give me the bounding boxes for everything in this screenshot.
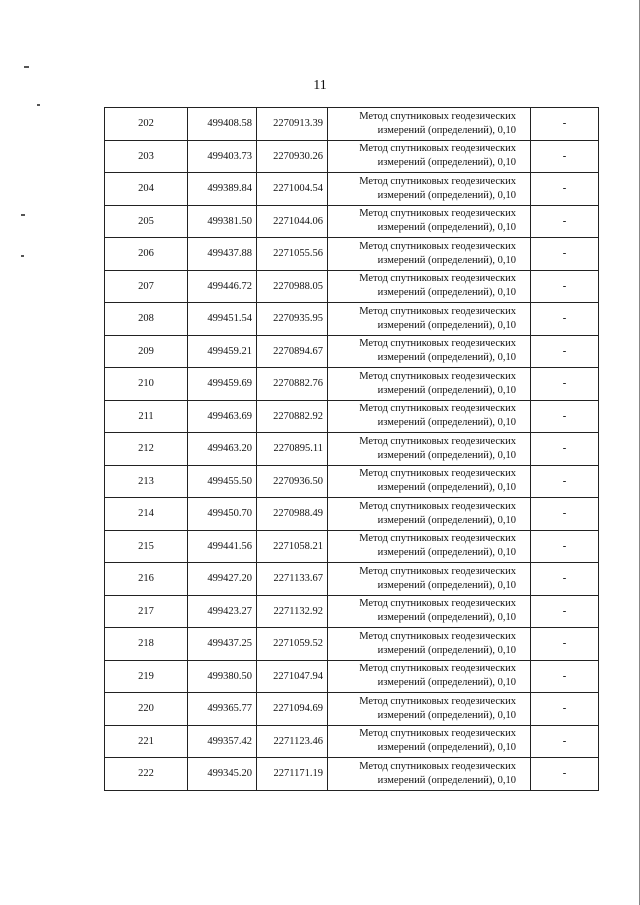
method-line-1: Метод спутниковых геодезических <box>359 695 516 707</box>
description-cell: - <box>531 173 599 206</box>
y-coordinate-cell: 2271132.92 <box>257 595 328 628</box>
y-coordinate-cell: 2270936.50 <box>257 465 328 498</box>
description-cell: - <box>531 465 599 498</box>
method-cell <box>328 108 531 141</box>
method-line-1: Метод спутниковых геодезических <box>359 175 516 187</box>
point-number-cell: 217 <box>105 595 188 628</box>
method-cell <box>328 335 531 368</box>
method-line-1: Метод спутниковых геодезических <box>359 435 516 447</box>
y-coordinate-cell: 2271059.52 <box>257 628 328 661</box>
description-cell: - <box>531 108 599 141</box>
method-line-2: измерений (определений), 0,10 <box>377 579 516 591</box>
description-cell: - <box>531 270 599 303</box>
point-number-cell: 208 <box>105 303 188 336</box>
method-line-2: измерений (определений), 0,10 <box>377 644 516 656</box>
method-cell <box>328 173 531 206</box>
x-coordinate-cell: 499380.50 <box>188 660 257 693</box>
point-number-cell: 218 <box>105 628 188 661</box>
y-coordinate-cell: 2271123.46 <box>257 725 328 758</box>
method-line-2: измерений (определений), 0,10 <box>377 222 516 234</box>
table-body <box>105 108 599 791</box>
table-row <box>105 238 599 271</box>
table-row <box>105 563 599 596</box>
x-coordinate-cell: 499441.56 <box>188 530 257 563</box>
table-row <box>105 368 599 401</box>
table-row <box>105 465 599 498</box>
description-cell: - <box>531 303 599 336</box>
method-line-1: Метод спутниковых геодезических <box>359 468 516 480</box>
description-cell: - <box>531 563 599 596</box>
method-cell <box>328 400 531 433</box>
x-coordinate-cell: 499381.50 <box>188 205 257 238</box>
method-cell <box>328 563 531 596</box>
method-line-1: Метод спутниковых геодезических <box>359 403 516 415</box>
table-row <box>105 108 599 141</box>
method-line-2: измерений (определений), 0,10 <box>377 742 516 754</box>
method-cell <box>328 530 531 563</box>
x-coordinate-cell: 499365.77 <box>188 693 257 726</box>
point-number-cell: 213 <box>105 465 188 498</box>
description-cell: - <box>531 433 599 466</box>
table-row <box>105 530 599 563</box>
x-coordinate-cell: 499459.21 <box>188 335 257 368</box>
y-coordinate-cell: 2270882.92 <box>257 400 328 433</box>
method-line-2: измерений (определений), 0,10 <box>377 709 516 721</box>
scan-mark <box>21 255 24 257</box>
table-row <box>105 498 599 531</box>
method-cell <box>328 595 531 628</box>
table-row <box>105 595 599 628</box>
scan-mark <box>37 104 40 106</box>
x-coordinate-cell: 499403.73 <box>188 140 257 173</box>
method-line-1: Метод спутниковых геодезических <box>359 240 516 252</box>
x-coordinate-cell: 499450.70 <box>188 498 257 531</box>
method-line-1: Метод спутниковых геодезических <box>359 663 516 675</box>
x-coordinate-cell: 499463.20 <box>188 433 257 466</box>
scan-mark <box>21 214 25 216</box>
description-cell: - <box>531 693 599 726</box>
x-coordinate-cell: 499345.20 <box>188 758 257 791</box>
point-number-cell: 221 <box>105 725 188 758</box>
point-number-cell: 210 <box>105 368 188 401</box>
point-number-cell: 212 <box>105 433 188 466</box>
method-line-2: измерений (определений), 0,10 <box>377 449 516 461</box>
table-row <box>105 660 599 693</box>
point-number-cell: 206 <box>105 238 188 271</box>
method-line-1: Метод спутниковых геодезических <box>359 143 516 155</box>
method-line-1: Метод спутниковых геодезических <box>359 598 516 610</box>
method-cell <box>328 660 531 693</box>
method-line-1: Метод спутниковых геодезических <box>359 533 516 545</box>
x-coordinate-cell: 499357.42 <box>188 725 257 758</box>
method-cell <box>328 238 531 271</box>
table-row <box>105 628 599 661</box>
y-coordinate-cell: 2270913.39 <box>257 108 328 141</box>
x-coordinate-cell: 499437.88 <box>188 238 257 271</box>
description-cell: - <box>531 238 599 271</box>
method-line-2: измерений (определений), 0,10 <box>377 417 516 429</box>
table-row <box>105 140 599 173</box>
table-row <box>105 270 599 303</box>
point-number-cell: 220 <box>105 693 188 726</box>
method-line-2: измерений (определений), 0,10 <box>377 352 516 364</box>
method-cell <box>328 270 531 303</box>
y-coordinate-cell: 2270930.26 <box>257 140 328 173</box>
method-cell <box>328 693 531 726</box>
x-coordinate-cell: 499455.50 <box>188 465 257 498</box>
y-coordinate-cell: 2270988.49 <box>257 498 328 531</box>
description-cell: - <box>531 628 599 661</box>
point-number-cell: 214 <box>105 498 188 531</box>
y-coordinate-cell: 2271044.06 <box>257 205 328 238</box>
method-cell <box>328 205 531 238</box>
method-line-1: Метод спутниковых геодезических <box>359 110 516 122</box>
coordinates-table <box>104 107 599 791</box>
y-coordinate-cell: 2270988.05 <box>257 270 328 303</box>
description-cell: - <box>531 758 599 791</box>
description-cell: - <box>531 498 599 531</box>
x-coordinate-cell: 499389.84 <box>188 173 257 206</box>
x-coordinate-cell: 499408.58 <box>188 108 257 141</box>
point-number-cell: 216 <box>105 563 188 596</box>
method-line-2: измерений (определений), 0,10 <box>377 547 516 559</box>
point-number-cell: 222 <box>105 758 188 791</box>
y-coordinate-cell: 2271133.67 <box>257 563 328 596</box>
y-coordinate-cell: 2271058.21 <box>257 530 328 563</box>
y-coordinate-cell: 2271004.54 <box>257 173 328 206</box>
method-line-2: измерений (определений), 0,10 <box>377 612 516 624</box>
method-line-2: измерений (определений), 0,10 <box>377 157 516 169</box>
table-row <box>105 758 599 791</box>
x-coordinate-cell: 499459.69 <box>188 368 257 401</box>
method-line-1: Метод спутниковых геодезических <box>359 500 516 512</box>
method-line-1: Метод спутниковых геодезических <box>359 760 516 772</box>
method-line-2: измерений (определений), 0,10 <box>377 482 516 494</box>
method-line-2: измерений (определений), 0,10 <box>377 514 516 526</box>
y-coordinate-cell: 2270894.67 <box>257 335 328 368</box>
x-coordinate-cell: 499451.54 <box>188 303 257 336</box>
y-coordinate-cell: 2271094.69 <box>257 693 328 726</box>
method-line-2: измерений (определений), 0,10 <box>377 677 516 689</box>
description-cell: - <box>531 660 599 693</box>
table-row <box>105 205 599 238</box>
x-coordinate-cell: 499463.69 <box>188 400 257 433</box>
method-cell <box>328 465 531 498</box>
y-coordinate-cell: 2271047.94 <box>257 660 328 693</box>
point-number-cell: 209 <box>105 335 188 368</box>
y-coordinate-cell: 2270882.76 <box>257 368 328 401</box>
point-number-cell: 204 <box>105 173 188 206</box>
y-coordinate-cell: 2270895.11 <box>257 433 328 466</box>
y-coordinate-cell: 2270935.95 <box>257 303 328 336</box>
point-number-cell: 205 <box>105 205 188 238</box>
point-number-cell: 207 <box>105 270 188 303</box>
table-row <box>105 725 599 758</box>
y-coordinate-cell: 2271171.19 <box>257 758 328 791</box>
description-cell: - <box>531 205 599 238</box>
table-row <box>105 303 599 336</box>
table-row <box>105 693 599 726</box>
method-line-2: измерений (определений), 0,10 <box>377 384 516 396</box>
method-line-2: измерений (определений), 0,10 <box>377 124 516 136</box>
description-cell: - <box>531 530 599 563</box>
method-cell <box>328 368 531 401</box>
method-cell <box>328 140 531 173</box>
method-line-1: Метод спутниковых геодезических <box>359 338 516 350</box>
point-number-cell: 211 <box>105 400 188 433</box>
method-line-1: Метод спутниковых геодезических <box>359 305 516 317</box>
method-line-1: Метод спутниковых геодезических <box>359 565 516 577</box>
method-line-2: измерений (определений), 0,10 <box>377 287 516 299</box>
method-line-1: Метод спутниковых геодезических <box>359 273 516 285</box>
x-coordinate-cell: 499427.20 <box>188 563 257 596</box>
description-cell: - <box>531 140 599 173</box>
point-number-cell: 202 <box>105 108 188 141</box>
method-cell <box>328 498 531 531</box>
x-coordinate-cell: 499437.25 <box>188 628 257 661</box>
method-line-1: Метод спутниковых геодезических <box>359 370 516 382</box>
x-coordinate-cell: 499446.72 <box>188 270 257 303</box>
method-cell <box>328 433 531 466</box>
point-number-cell: 203 <box>105 140 188 173</box>
method-line-2: измерений (определений), 0,10 <box>377 319 516 331</box>
method-line-2: измерений (определений), 0,10 <box>377 254 516 266</box>
description-cell: - <box>531 725 599 758</box>
method-line-2: измерений (определений), 0,10 <box>377 774 516 786</box>
method-cell <box>328 628 531 661</box>
method-cell <box>328 758 531 791</box>
point-number-cell: 219 <box>105 660 188 693</box>
method-cell <box>328 725 531 758</box>
table-row <box>105 335 599 368</box>
description-cell: - <box>531 335 599 368</box>
method-line-1: Метод спутниковых геодезических <box>359 208 516 220</box>
method-line-2: измерений (определений), 0,10 <box>377 189 516 201</box>
description-cell: - <box>531 400 599 433</box>
page-number: 11 <box>313 78 327 93</box>
method-line-1: Метод спутниковых геодезических <box>359 728 516 740</box>
point-number-cell: 215 <box>105 530 188 563</box>
method-line-1: Метод спутниковых геодезических <box>359 630 516 642</box>
table-row <box>105 173 599 206</box>
table-row <box>105 433 599 466</box>
x-coordinate-cell: 499423.27 <box>188 595 257 628</box>
method-cell <box>328 303 531 336</box>
y-coordinate-cell: 2271055.56 <box>257 238 328 271</box>
description-cell: - <box>531 368 599 401</box>
description-cell: - <box>531 595 599 628</box>
scan-mark <box>24 66 29 68</box>
table-row <box>105 400 599 433</box>
